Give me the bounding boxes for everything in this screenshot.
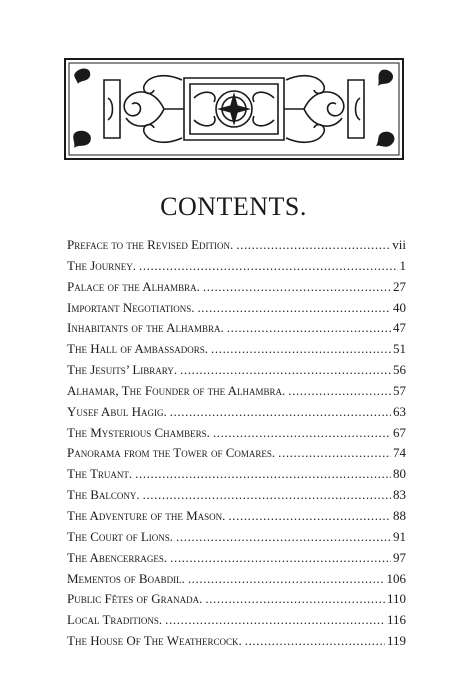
toc-entry-title: The Truant. [67,466,133,482]
toc-entry[interactable] [67,571,406,592]
dot-leader [180,362,391,378]
toc-entry-title: The House Of The Weathercock. [67,633,242,649]
toc-entry-page: 74 [393,445,406,461]
dot-leader [211,341,391,357]
toc-entry-page: 47 [393,320,406,336]
toc-entry-title: Panorama from the Tower of Comares. [67,445,276,461]
toc-entry[interactable] [67,529,406,550]
toc-entry-page: 80 [393,466,406,482]
toc-entry-page: 116 [386,612,406,628]
toc-entry-title: The Court of Lions. [67,528,174,544]
toc-entry-page: 67 [393,424,406,440]
dot-leader [170,404,391,420]
toc-entry[interactable] [67,487,406,508]
toc-entry[interactable] [67,591,406,612]
toc-entry-title: The Hall of Ambassadors. [67,341,209,357]
dot-leader [205,591,385,607]
toc-entry-title: The Abencerrages. [67,549,168,565]
toc-entry-title: The Journey. [67,257,136,273]
toc-entry-page: 119 [386,633,406,649]
toc-entry-page: 106 [386,570,406,586]
dot-leader [143,487,391,503]
dot-leader [135,466,391,482]
toc-entry[interactable] [67,341,406,362]
page-title: CONTENTS. [160,192,307,221]
table-of-contents [67,237,406,654]
ornamental-headpiece [64,58,404,160]
dot-leader [288,383,391,399]
dot-leader [228,508,391,524]
toc-entry-page: 91 [393,528,406,544]
toc-entry[interactable] [67,237,406,258]
toc-entry[interactable] [67,362,406,383]
toc-entry-title: Public Fêtes of Granada. [67,591,203,607]
toc-entry-title: The Balcony. [67,487,140,503]
toc-entry[interactable] [67,445,406,466]
toc-entry-page: 63 [393,403,406,419]
dot-leader [236,237,390,253]
toc-entry-page: 57 [393,382,406,398]
toc-entry[interactable] [67,320,406,341]
toc-entry[interactable] [67,300,406,321]
dot-leader [188,571,385,587]
toc-entry-title: Palace of the Alhambra. [67,278,200,294]
toc-entry-page: 110 [386,591,406,607]
toc-entry-title: Local Traditions. [67,612,163,628]
toc-entry-page: vii [392,237,406,252]
toc-entry-title: The Mysterious Chambers. [67,424,210,440]
toc-entry[interactable] [67,466,406,487]
toc-entry-page: 83 [393,487,406,503]
dot-leader [197,300,391,316]
dot-leader [176,529,391,545]
dot-leader [278,445,391,461]
toc-entry-page: 1 [399,257,406,273]
toc-entry-title: The Jesuits’ Library. [67,362,178,378]
toc-entry[interactable] [67,258,406,279]
toc-entry-page: 51 [393,341,406,357]
dot-leader [170,550,391,566]
toc-entry-title: Mementos of Boabdil. [67,570,185,586]
toc-entry[interactable] [67,508,406,529]
toc-entry-page: 27 [393,278,406,294]
toc-entry-page: 97 [393,549,406,565]
toc-entry-title: Inhabitants of the Alhambra. [67,320,224,336]
toc-entry-page: 40 [393,299,406,315]
toc-entry[interactable] [67,404,406,425]
toc-entry-page: 56 [393,362,406,378]
toc-entry-title: Important Negotiations. [67,299,195,315]
toc-entry-title: Yusef Abul Hagig. [67,403,167,419]
toc-entry-title: Alhamar, The Founder of the Alhambra. [67,382,286,398]
dot-leader [245,633,385,649]
toc-entry[interactable] [67,550,406,571]
dot-leader [139,258,398,274]
toc-entry-title: Preface to the Revised Edition. [67,237,234,252]
ornamental-headpiece-icon [64,58,404,160]
toc-entry[interactable] [67,425,406,446]
dot-leader [213,425,391,441]
toc-entry[interactable] [67,633,406,654]
dot-leader [227,320,391,336]
toc-entry[interactable] [67,612,406,633]
dot-leader [203,279,391,295]
toc-entry-page: 88 [393,507,406,523]
toc-entry[interactable] [67,383,406,404]
toc-entry-title: The Adventure of the Mason. [67,507,226,523]
toc-entry[interactable] [67,279,406,300]
dot-leader [165,612,385,628]
